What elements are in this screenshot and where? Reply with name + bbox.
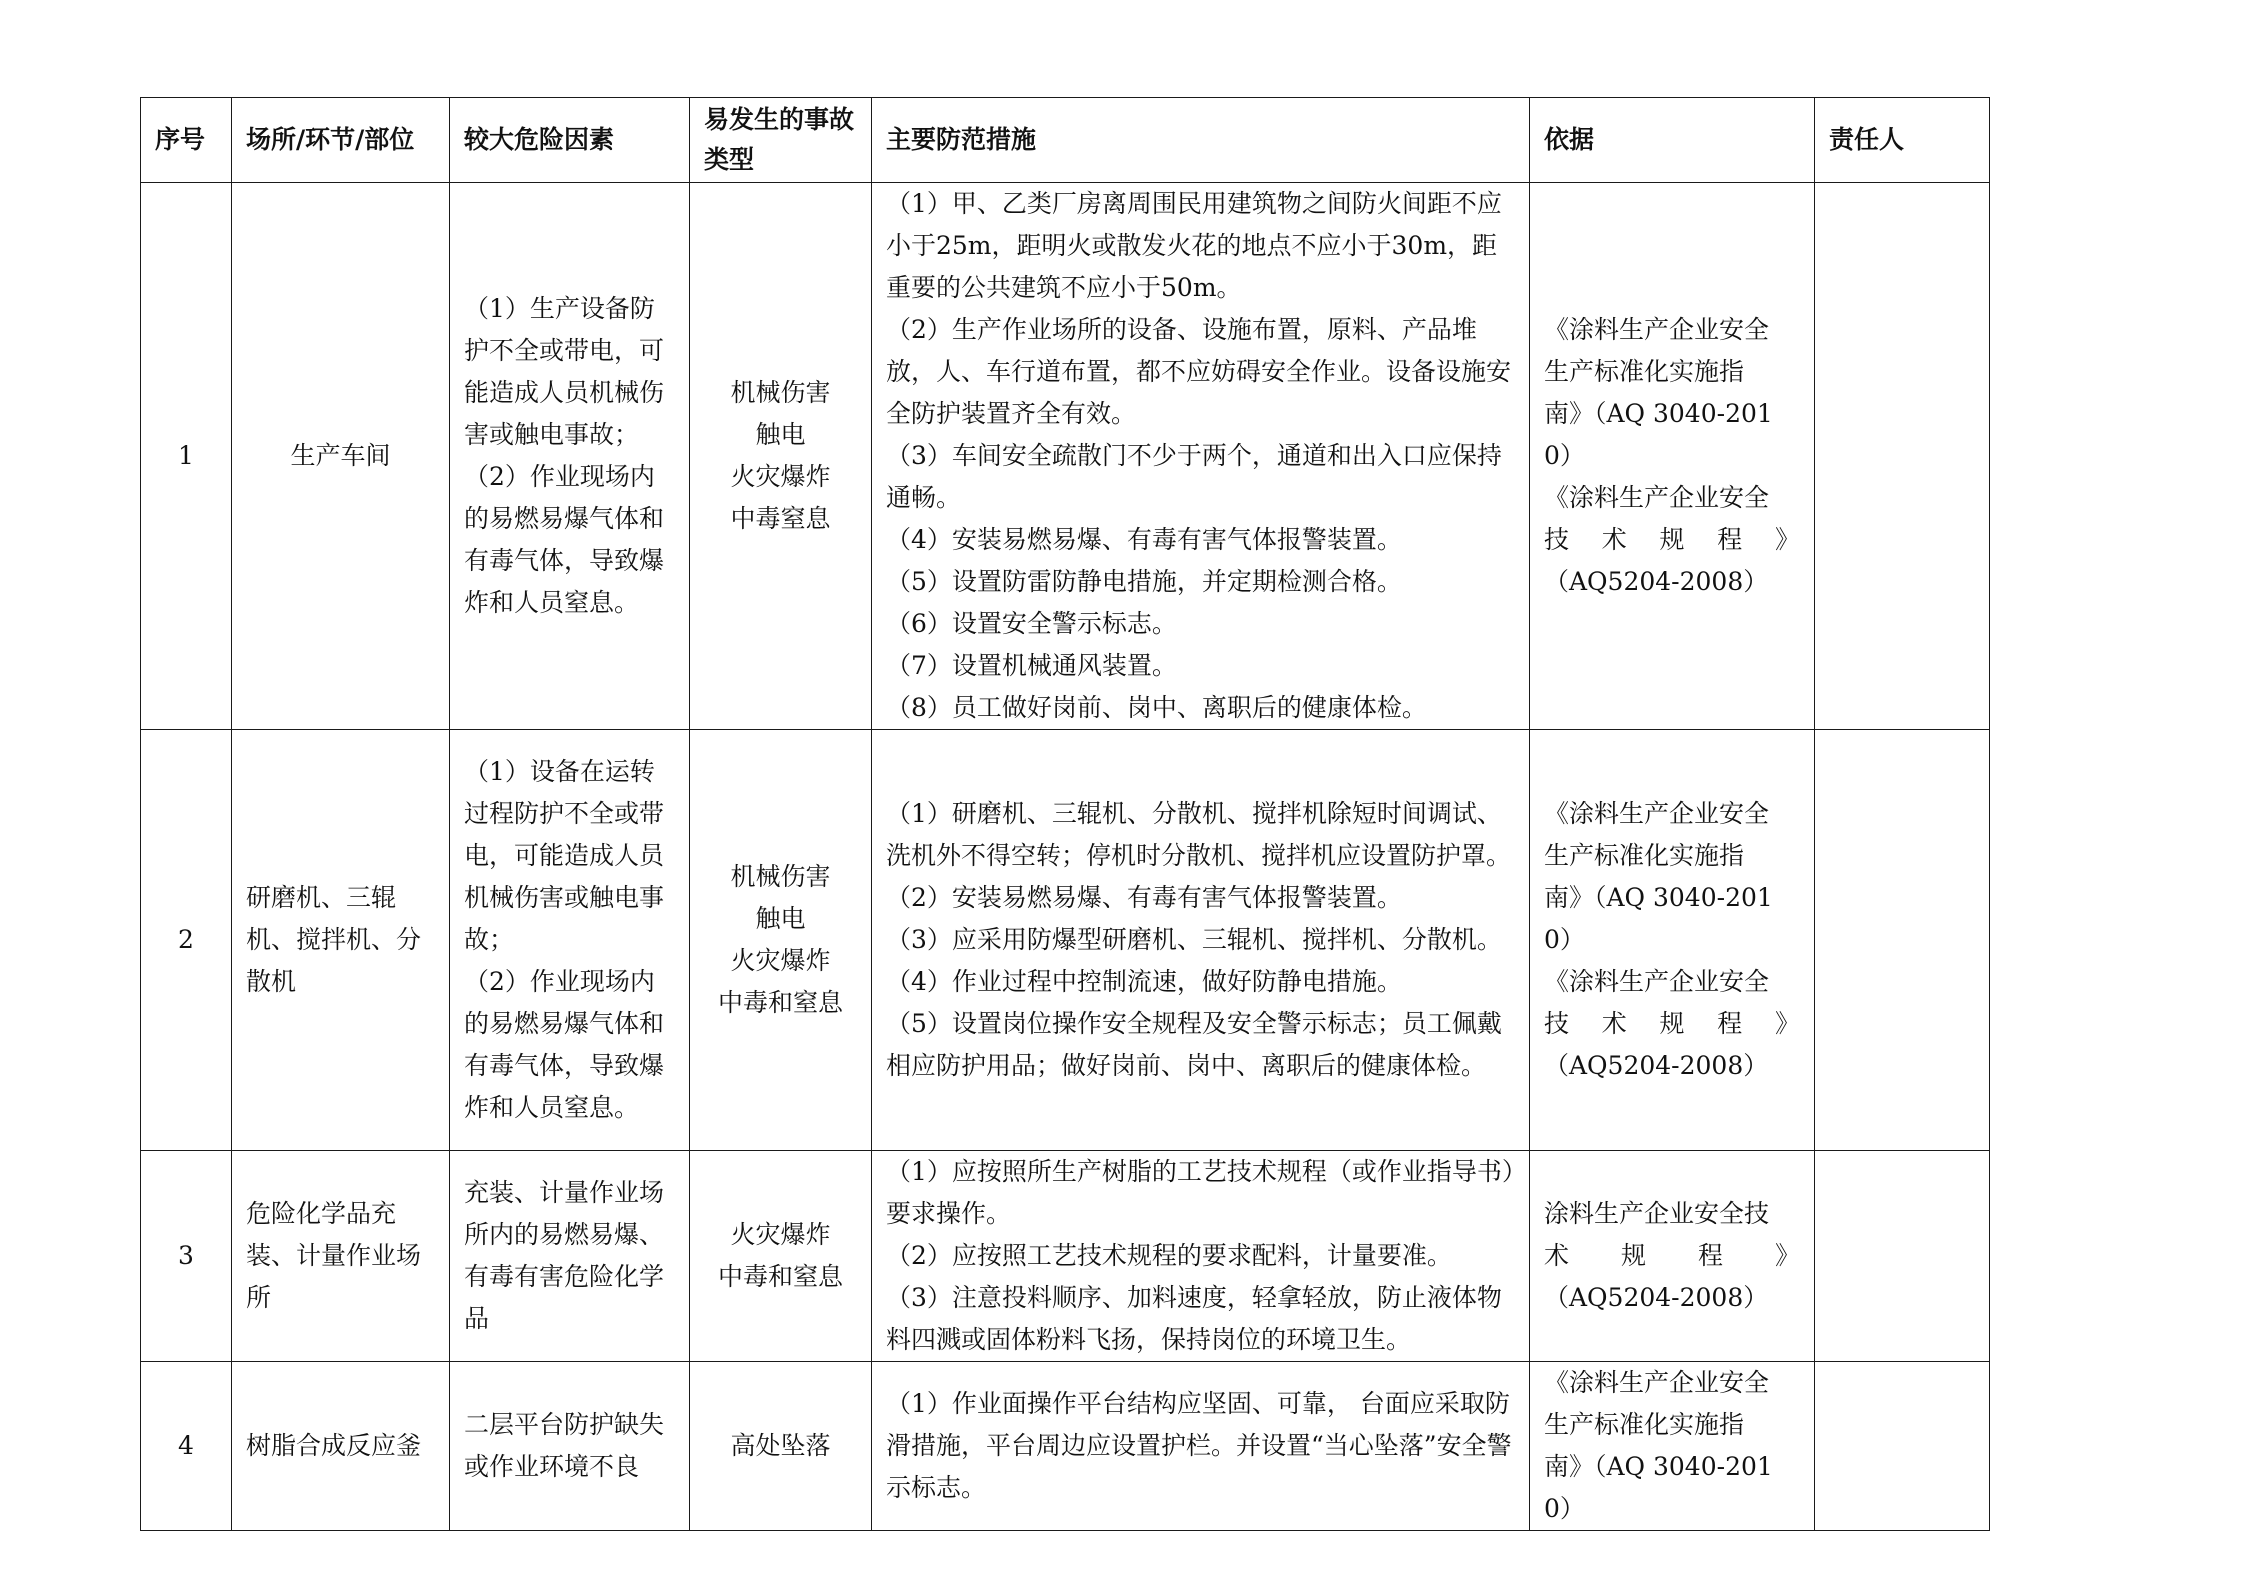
cell-measures — [872, 183, 1530, 730]
cell-responsible — [1815, 1362, 1990, 1531]
header-seq: 序号 — [141, 98, 232, 183]
basis-char: 程 — [1717, 525, 1743, 554]
measure-item: （5）设置防雷防静电措施，并定期检测合格。 — [886, 567, 1402, 596]
accident-type: 中毒和窒息 — [717, 988, 843, 1017]
basis-spread-line — [1544, 519, 1800, 561]
cell-basis — [1530, 1362, 1815, 1531]
risk-table-page — [140, 97, 1989, 1531]
basis-line: 生产标准化实施指 — [1544, 1410, 1745, 1439]
cell-measures — [872, 1362, 1530, 1531]
measure-item: （3）车间安全疏散门不少于两个，通道和出入口应保持通畅。 — [886, 441, 1502, 512]
header-responsible: 责任人 — [1815, 98, 1990, 183]
cell-hazard — [450, 183, 690, 730]
basis-line: 南》（AQ 3040-2010） — [1544, 399, 1773, 470]
basis-char: 》 — [1774, 525, 1800, 554]
table-row — [141, 183, 1990, 730]
measure-item: （3）应采用防爆型研磨机、三辊机、搅拌机、分散机。 — [886, 925, 1502, 954]
accident-type: 中毒和窒息 — [717, 1262, 843, 1291]
hazard-item: （2）作业现场内的易燃易爆气体和有毒气体，导致爆炸和人员窒息。 — [464, 967, 665, 1122]
accident-type: 触电 — [755, 904, 806, 933]
header-basis: 依据 — [1530, 98, 1815, 183]
basis-line: 涂料生产企业安全技 — [1544, 1199, 1770, 1228]
cell-seq: 1 — [141, 183, 232, 730]
cell-hazard — [450, 1151, 690, 1362]
measure-item: （4）作业过程中控制流速，做好防静电措施。 — [886, 967, 1402, 996]
basis-line: （AQ5204-2008） — [1544, 1283, 1769, 1312]
basis-char: 技 — [1544, 1009, 1570, 1038]
measure-item: （1）作业面操作平台结构应坚固、可靠， 台面应采取防滑措施，平台周边应设置护栏。并设置“当心坠落”安全警示标志。 — [886, 1389, 1512, 1502]
cell-basis — [1530, 1151, 1815, 1362]
basis-line: 《涂料生产企业安全 — [1544, 799, 1770, 828]
hazard-item: （1）设备在运转过程防护不全或带电，可能造成人员机械伤害或触电事故； — [464, 757, 665, 954]
basis-char: 》 — [1774, 1009, 1800, 1038]
cell-accident-types — [690, 1151, 872, 1362]
basis-char: 程 — [1717, 1009, 1743, 1038]
basis-line: 《涂料生产企业安全 — [1544, 315, 1770, 344]
header-hazard: 较大危险因素 — [450, 98, 690, 183]
cell-seq: 4 — [141, 1362, 232, 1531]
cell-place: 树脂合成反应釜 — [232, 1362, 450, 1531]
table-header-row — [141, 98, 1990, 183]
cell-basis — [1530, 183, 1815, 730]
table-row — [141, 1151, 1990, 1362]
basis-char: 术 — [1601, 525, 1627, 554]
measure-item: （8）员工做好岗前、岗中、离职后的健康体检。 — [886, 693, 1427, 722]
hazard-item: 充装、计量作业场所内的易燃易爆、有毒有害危险化学品 — [464, 1178, 665, 1333]
basis-spread-line — [1544, 1003, 1800, 1045]
basis-char: 术 — [1601, 1009, 1627, 1038]
accident-type: 触电 — [755, 420, 806, 449]
cell-accident-types — [690, 730, 872, 1151]
accident-type: 火灾爆炸 — [730, 946, 831, 975]
cell-measures — [872, 730, 1530, 1151]
cell-basis — [1530, 730, 1815, 1151]
basis-char: 规 — [1659, 525, 1685, 554]
basis-line: 南》（AQ 3040-2010） — [1544, 883, 1773, 954]
cell-hazard — [450, 730, 690, 1151]
basis-line: 《涂料生产企业安全 — [1544, 483, 1770, 512]
basis-char: 技 — [1544, 525, 1570, 554]
table-row — [141, 1362, 1990, 1531]
cell-accident-types — [690, 183, 872, 730]
cell-measures — [872, 1151, 1530, 1362]
basis-spread-line — [1544, 1235, 1800, 1277]
measure-item: （4）安装易燃易爆、有毒有害气体报警装置。 — [886, 525, 1402, 554]
cell-responsible — [1815, 730, 1990, 1151]
measure-item: （1）甲、乙类厂房离周围民用建筑物之间防火间距不应小于25m，距明火或散发火花的地点不应小于30m，距重要的公共建筑不应小于50m。 — [886, 189, 1502, 302]
measure-item: （3）注意投料顺序、加料速度，轻拿轻放，防止液体物料四溅或固体粉料飞扬，保持岗位的环境卫生。 — [886, 1283, 1502, 1354]
accident-type: 高处坠落 — [730, 1431, 831, 1460]
basis-char: 术 — [1544, 1241, 1570, 1270]
cell-responsible — [1815, 183, 1990, 730]
cell-place: 研磨机、三辊机、搅拌机、分散机 — [232, 730, 450, 1151]
cell-seq: 2 — [141, 730, 232, 1151]
header-measures: 主要防范措施 — [872, 98, 1530, 183]
accident-type: 中毒窒息 — [730, 504, 831, 533]
basis-line: 生产标准化实施指 — [1544, 357, 1745, 386]
basis-char: 》 — [1774, 1241, 1800, 1270]
hazard-item: 二层平台防护缺失或作业环境不良 — [464, 1410, 665, 1481]
basis-line: 《涂料生产企业安全 — [1544, 1368, 1770, 1397]
basis-line: 《涂料生产企业安全 — [1544, 967, 1770, 996]
cell-responsible — [1815, 1151, 1990, 1362]
header-place: 场所/环节/部位 — [232, 98, 450, 183]
basis-line: （AQ5204-2008） — [1544, 1051, 1769, 1080]
basis-line: 南》（AQ 3040-2010） — [1544, 1452, 1773, 1523]
cell-place: 生产车间 — [232, 183, 450, 730]
accident-type: 机械伤害 — [730, 862, 831, 891]
accident-type: 机械伤害 — [730, 378, 831, 407]
basis-char: 程 — [1697, 1241, 1723, 1270]
basis-line: （AQ5204-2008） — [1544, 567, 1769, 596]
cell-hazard — [450, 1362, 690, 1531]
accident-type: 火灾爆炸 — [730, 1220, 831, 1249]
table-row — [141, 730, 1990, 1151]
basis-char: 规 — [1620, 1241, 1646, 1270]
cell-accident-types — [690, 1362, 872, 1531]
measure-item: （7）设置机械通风装置。 — [886, 651, 1177, 680]
hazard-item: （1）生产设备防护不全或带电，可能造成人员机械伤害或触电事故； — [464, 294, 665, 449]
basis-line: 生产标准化实施指 — [1544, 841, 1745, 870]
hazard-item: （2）作业现场内的易燃易爆气体和有毒气体，导致爆炸和人员窒息。 — [464, 462, 665, 617]
header-accident-type: 易发生的事故类型 — [690, 98, 872, 183]
measure-item: （6）设置安全警示标志。 — [886, 609, 1177, 638]
measure-item: （2）安装易燃易爆、有毒有害气体报警装置。 — [886, 883, 1402, 912]
cell-place: 危险化学品充装、计量作业场所 — [232, 1151, 450, 1362]
measure-item: （2）应按照工艺技术规程的要求配料，计量要准。 — [886, 1241, 1452, 1270]
measure-item: （1）应按照所生产树脂的工艺技术规程（或作业指导书）要求操作。 — [886, 1157, 1515, 1228]
accident-type: 火灾爆炸 — [730, 462, 831, 491]
cell-seq: 3 — [141, 1151, 232, 1362]
measure-item: （1）研磨机、三辊机、分散机、搅拌机除短时间调试、洗机外不得空转；停机时分散机、搅拌机应设置防护罩。 — [886, 799, 1512, 870]
measure-item: （5）设置岗位操作安全规程及安全警示标志；员工佩戴相应防护用品；做好岗前、岗中、离职后的健康体检。 — [886, 1009, 1502, 1080]
measure-item: （2）生产作业场所的设备、设施布置，原料、产品堆放，人、车行道布置，都不应妨碍安全作业。设备设施安全防护装置齐全有效。 — [886, 315, 1512, 428]
risk-table — [140, 97, 1990, 1531]
basis-char: 规 — [1659, 1009, 1685, 1038]
